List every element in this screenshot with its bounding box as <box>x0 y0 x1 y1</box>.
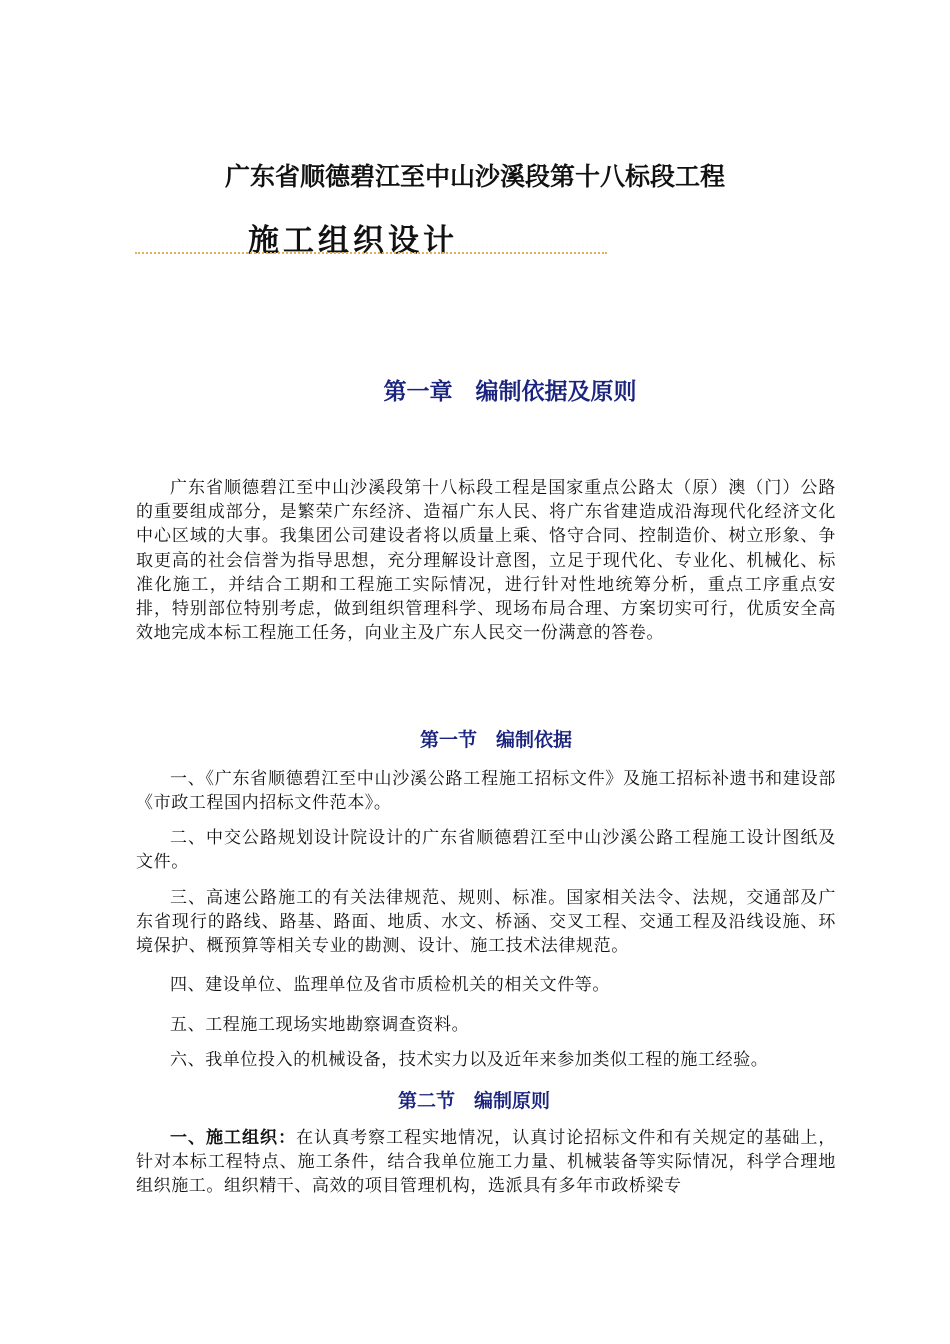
basis-item-3: 三、高速公路施工的有关法律规范、规则、标准。国家相关法令、法规，交通部及广东省现行的路线、路基、路面、地质、水文、桥涵、交叉工程、交通工程及沿线设施、环境保护、概预算等相关专业的勘测、设计、施工技术法律规范。 <box>136 888 836 957</box>
section-2-title: 第二节 编制原则 <box>398 1090 551 1112</box>
principle-item-1 <box>136 1126 836 1199</box>
basis-item-4: 四、建设单位、监理单位及省市质检机关的相关文件等。 <box>170 975 610 995</box>
chapter-title: 第一章 编制依据及原则 <box>383 379 637 405</box>
section-1-title: 第一节 编制依据 <box>420 729 573 751</box>
intro-paragraph: 广东省顺德碧江至中山沙溪段第十八标段工程是国家重点公路太（原）澳（门）公路的重要组成部分，是繁荣广东经济、造福广东人民、将广东省建造成沿海现代化经济文化中心区域的大事。我集团公司建设者将以质量上乘、恪守合同、控制造价、树立形象、争取更高的社会信誉为指导思想，充分理解设计意图，立足于现代化、专业化、机械化、标准化施工，并结合工期和工程施工实际情况，进行针对性地统筹分析，重点工序重点安排，特别部位特别考虑，做到组织管理科学、现场布局合理、方案切实可行，优质安全高效地完成本标工程施工任务，向业主及广东人民交一份满意的答卷。 <box>136 478 836 644</box>
basis-item-2: 二、中交公路规划设计院设计的广东省顺德碧江至中山沙溪公路工程施工设计图纸及文件。 <box>136 828 836 873</box>
principle-item-1-text: 在认真考察工程实地情况，认真讨论招标文件和有关规定的基础上，针对本标工程特点、施工条件，结合我单位施工力量、机械装备等实际情况，科学合理地组织施工。组织精干、高效的项目管理机构，选派具有多年市政桥梁专 <box>136 1128 836 1197</box>
basis-item-5: 五、工程施工现场实地勘察调查资料。 <box>170 1015 470 1035</box>
document-subtitle: 施工组织设计 <box>248 223 458 259</box>
document-title: 广东省顺德碧江至中山沙溪段第十八标段工程 <box>224 162 725 191</box>
principle-item-1-lead: 一、施工组织： <box>170 1128 297 1148</box>
title-divider <box>135 252 607 254</box>
basis-item-1: 一、《广东省顺德碧江至中山沙溪公路工程施工招标文件》及施工招标补遗书和建设部《市政工程国内招标文件范本》。 <box>136 769 836 814</box>
basis-item-6: 六、我单位投入的机械设备，技术实力以及近年来参加类似工程的施工经验。 <box>170 1050 769 1070</box>
